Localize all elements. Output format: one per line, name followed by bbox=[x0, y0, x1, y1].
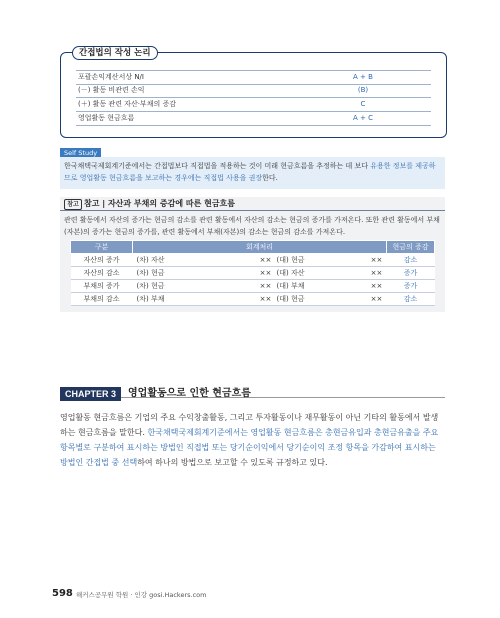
self-study-tag: Self Study bbox=[60, 148, 101, 159]
self-study-text-part: 한국채택국제회계기준에서는 간접법보다 직접법을 적용하는 것이 미래 현금흐름을 추정하는 데 보다 bbox=[64, 162, 371, 170]
reference-title: 참고 | 자산과 부채의 증감에 따른 현금흐름 bbox=[84, 199, 236, 208]
paragraph-text: 영업활동 현금흐름은 기업의 주요 수익창출활동, 그리고 투자활동이나 재무활동이 아닌 기타의 활동에서 발생하는 현금흐름을 말한다. bbox=[60, 413, 439, 437]
logic-row bbox=[76, 84, 431, 98]
table-row bbox=[71, 293, 435, 306]
paragraph-text: 하여 하나의 방법으로 보고할 수 있도록 규정하고 있다. bbox=[137, 458, 328, 467]
row-result: 증가 bbox=[387, 267, 435, 280]
reference-icon: 참고 bbox=[64, 199, 82, 210]
cashflow-table bbox=[70, 240, 435, 306]
table-header: 구분 bbox=[71, 241, 133, 254]
row-debit: (차) 부채 bbox=[133, 293, 177, 306]
table-row bbox=[71, 280, 435, 293]
logic-row-value: (B) bbox=[357, 86, 369, 94]
logic-row bbox=[76, 112, 431, 126]
table-row bbox=[71, 254, 435, 267]
row-amount: ×× bbox=[367, 254, 387, 267]
logic-row bbox=[76, 98, 431, 112]
row-result: 감소 bbox=[387, 254, 435, 267]
row-amount: ×× bbox=[367, 267, 387, 280]
row-amount: ×× bbox=[255, 280, 277, 293]
row-credit: (대) 현금 bbox=[277, 254, 317, 267]
table-row bbox=[71, 267, 435, 280]
row-type: 자산의 감소 bbox=[71, 267, 133, 280]
row-amount: ×× bbox=[255, 293, 277, 306]
row-amount: ×× bbox=[367, 280, 387, 293]
logic-row-value: C bbox=[360, 100, 366, 108]
row-amount: ×× bbox=[255, 267, 277, 280]
logic-row-value: A + C bbox=[353, 114, 373, 122]
row-amount: ×× bbox=[255, 254, 277, 267]
self-study-text-part: 한다. bbox=[262, 174, 278, 182]
reference-body: 관련 활동에서 자산의 증가는 현금의 감소를 관련 활동에서 자산의 감소는 현금의 증가를 가져온다. 또한 관련 활동에서 부채(자본)의 증가는 현금의 증가를, 관련 활동에서 부채(자본)의 감소는 현금의 감소를 가져온다. bbox=[64, 216, 440, 236]
row-type: 부채의 증가 bbox=[71, 280, 133, 293]
self-study-highlight: 유용한 정보를 제공하므로 영업활동 현금흐름을 보고하는 경우에는 직접법 사용을 권장 bbox=[64, 162, 436, 182]
logic-box-title: 간접법의 작성 논리 bbox=[72, 46, 158, 60]
logic-row-label: 포괄손익계산서상 N/I bbox=[78, 73, 144, 81]
page-number: 598 bbox=[52, 588, 73, 599]
paragraph-highlight: 한국채택국제회계기준에서는 영업활동 현금흐름은 총현금유입과 총현금유출을 주요 항목별로 구분하여 표시하는 방법인 직접법 또는 당기순이익에서 당기순이익 조정 항목을 가감하여 표시하는 방법인 간접법 중 선택 bbox=[60, 428, 439, 467]
self-study-text bbox=[64, 160, 442, 184]
row-result: 증가 bbox=[387, 280, 435, 293]
row-type: 자산의 증가 bbox=[71, 254, 133, 267]
row-debit: (차) 자산 bbox=[133, 254, 177, 267]
table-header-row bbox=[71, 241, 435, 254]
row-credit: (대) 부채 bbox=[277, 280, 317, 293]
table-header: 현금의 증감 bbox=[387, 241, 435, 254]
logic-row bbox=[76, 70, 431, 85]
row-result: 감소 bbox=[387, 293, 435, 306]
row-type: 부채의 감소 bbox=[71, 293, 133, 306]
logic-row-label: (－) 활동 비관련 손익 bbox=[78, 86, 145, 94]
footer-text: 해커스공무원 학원 · 인강 gosi.Hackers.com bbox=[76, 591, 207, 599]
chapter-title: 영업활동으로 인한 현금흐름 bbox=[128, 388, 251, 399]
logic-row-label: 영업활동 현금흐름 bbox=[78, 114, 135, 122]
row-debit: (차) 현금 bbox=[133, 267, 177, 280]
chapter-badge: CHAPTER 3 bbox=[60, 387, 121, 401]
logic-row-label: (＋) 활동 관련 자산·부채의 증감 bbox=[78, 100, 176, 108]
logic-row-value: A + B bbox=[353, 73, 373, 81]
row-credit: (대) 자산 bbox=[277, 267, 317, 280]
row-debit: (차) 현금 bbox=[133, 280, 177, 293]
row-credit: (대) 현금 bbox=[277, 293, 317, 306]
reference-divider bbox=[60, 210, 445, 211]
row-amount: ×× bbox=[367, 293, 387, 306]
table-header: 회계처리 bbox=[133, 241, 387, 254]
body-paragraph bbox=[60, 410, 445, 470]
